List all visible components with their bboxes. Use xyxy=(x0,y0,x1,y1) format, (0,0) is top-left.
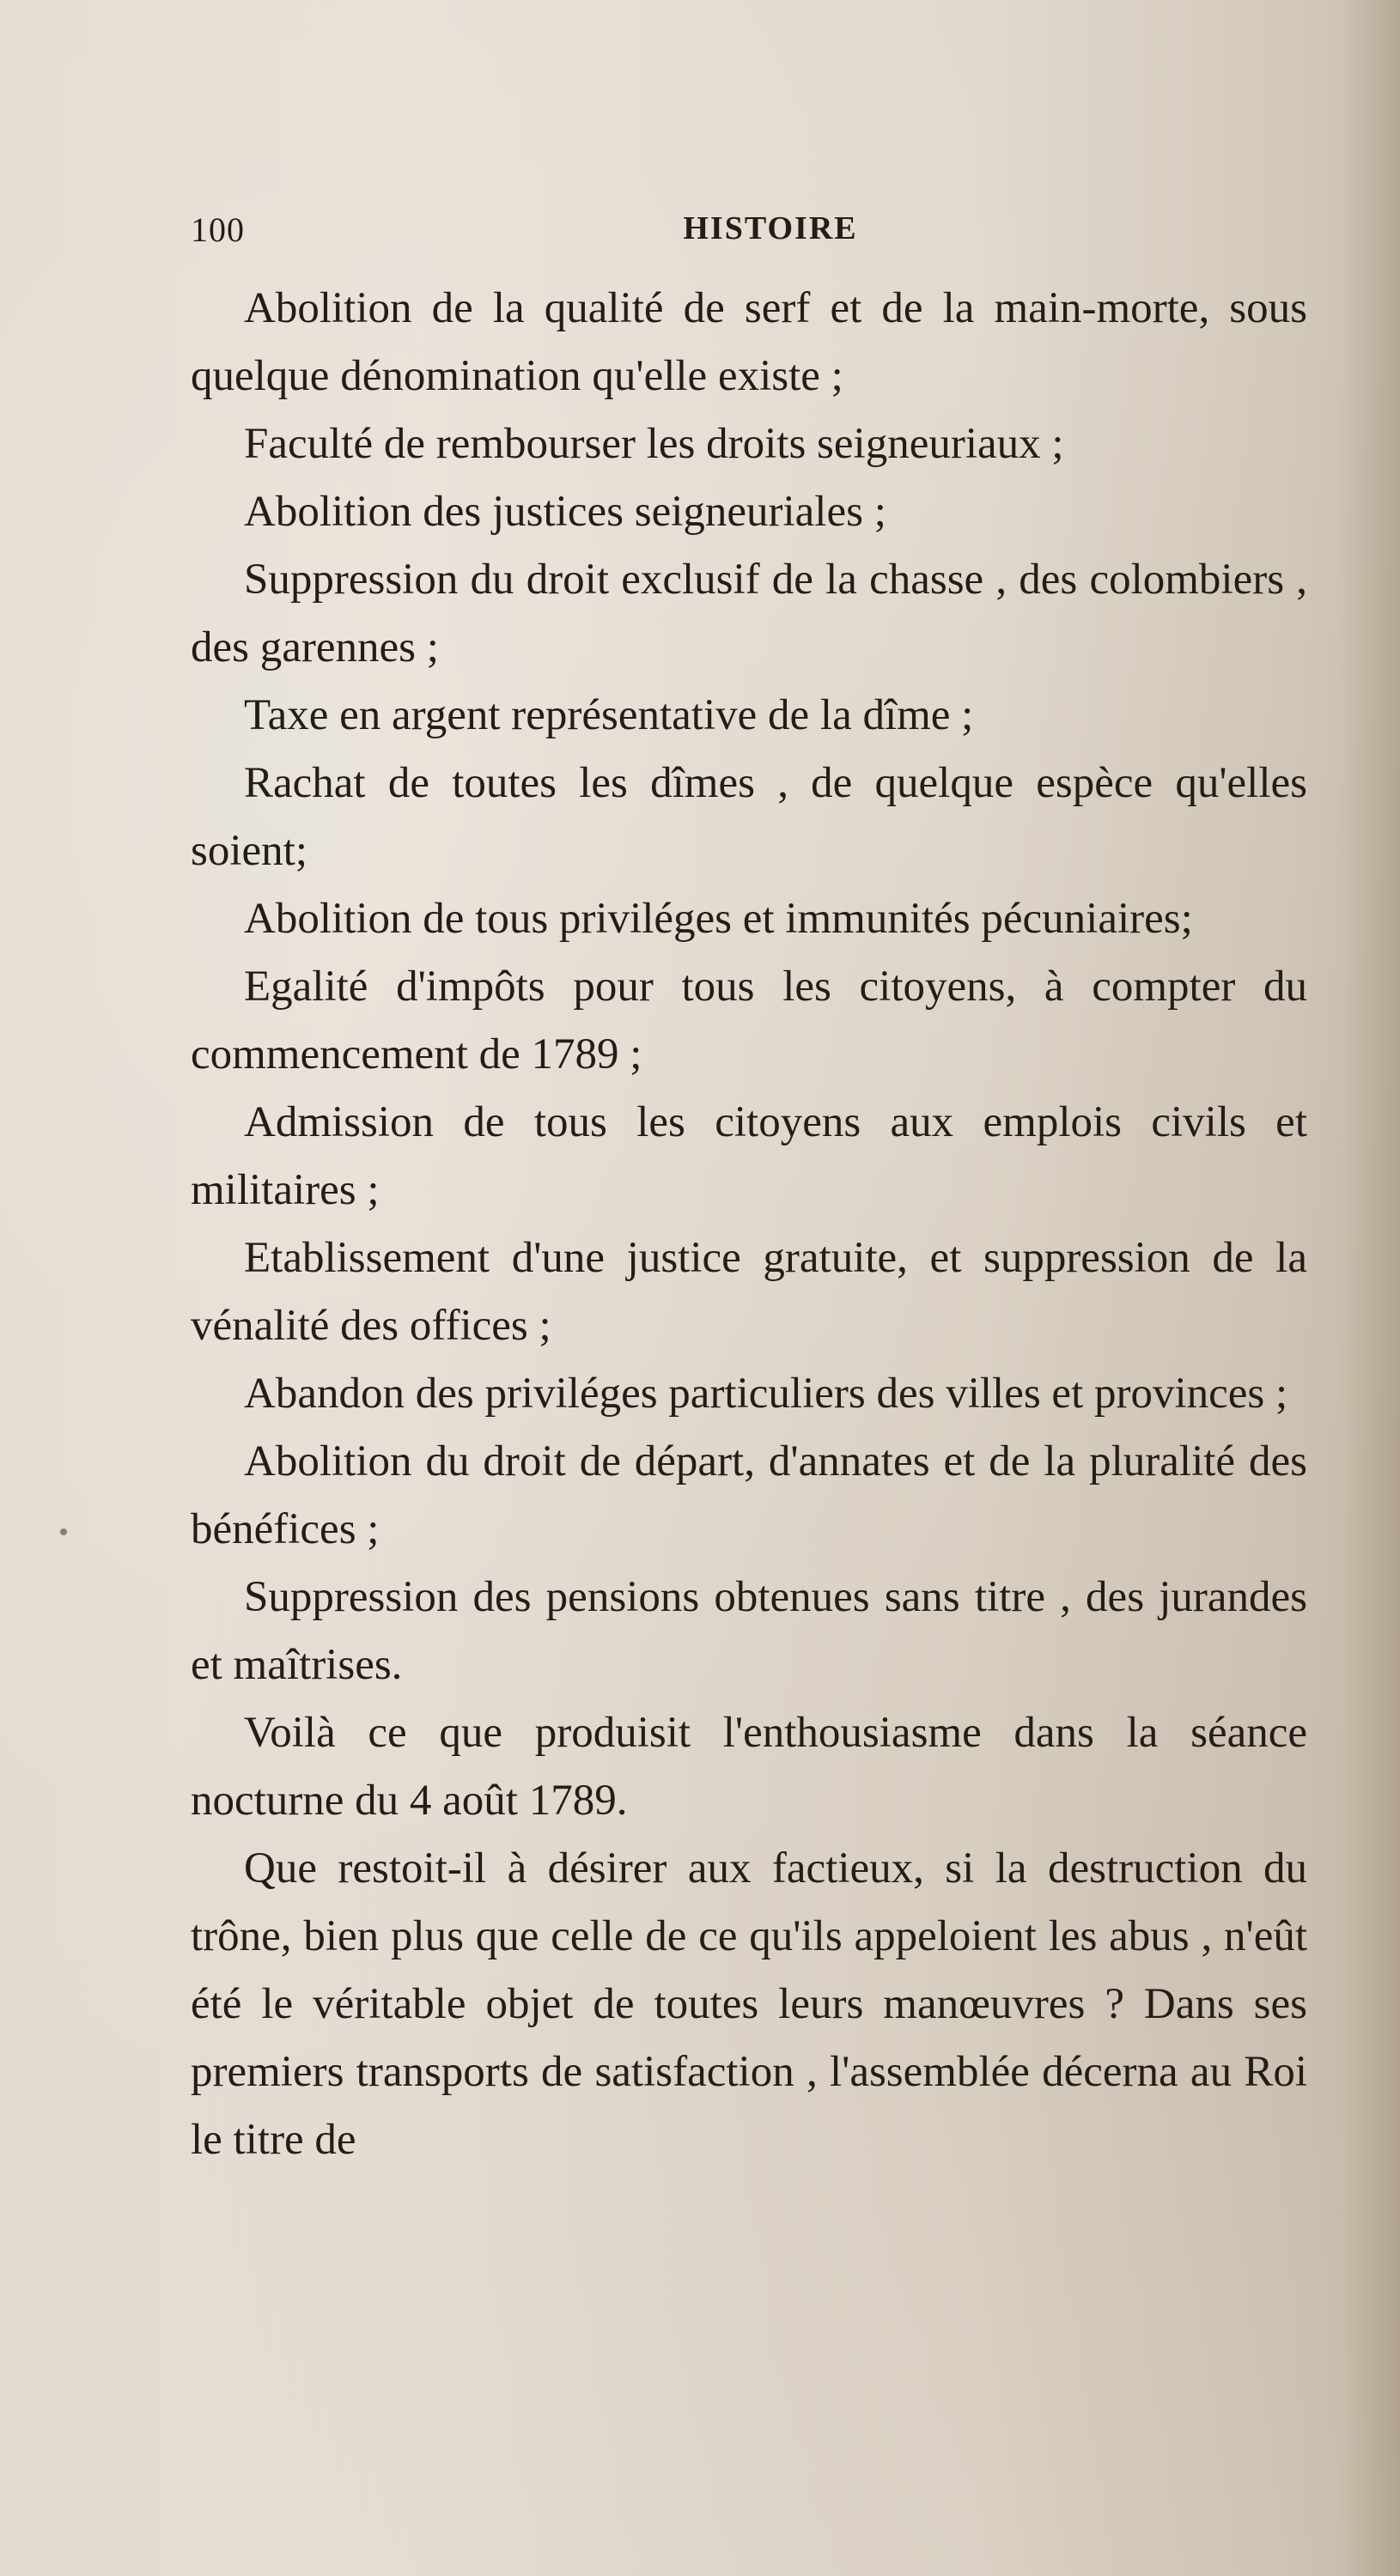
page-edge-shadow xyxy=(1340,0,1400,2576)
paragraph: Taxe en argent représentative de la dîme ; xyxy=(244,691,974,739)
paragraph: Suppression des pensions obtenues sans titre , des jurandes et maîtrises. xyxy=(191,1573,1307,1689)
page-header xyxy=(191,210,1307,261)
paragraph: Abandon des priviléges particuliers des villes et provinces ; xyxy=(244,1370,1288,1418)
paragraph: Abolition de tous priviléges et immunités pécuniaires; xyxy=(244,895,1193,943)
page-number: 100 xyxy=(191,210,245,249)
paragraph: Admission de tous les citoyens aux emplois civils et militaires ; xyxy=(191,1098,1307,1214)
paragraph: Faculté de rembourser les droits seigneuriaux ; xyxy=(244,420,1064,468)
paragraph: Abolition du droit de départ, d'annates et de la pluralité des bénéfices ; xyxy=(191,1437,1307,1553)
running-title: HISTOIRE xyxy=(683,210,858,246)
paragraph: Suppression du droit exclusif de la chasse , des colombiers , des garennes ; xyxy=(191,556,1307,671)
paragraph: Rachat de toutes les dîmes , de quelque espèce qu'elles soient; xyxy=(191,759,1307,875)
ink-spot xyxy=(60,1528,67,1535)
paragraph: Etablissement d'une justice gratuite, et suppression de la vénalité des offices ; xyxy=(191,1234,1307,1350)
paragraph: Abolition de la qualité de serf et de la main-morte, sous quelque dénomination qu'elle existe ; xyxy=(191,284,1307,400)
paragraph: Egalité d'impôts pour tous les citoyens, à compter du commencement de 1789 ; xyxy=(191,963,1307,1078)
paragraph: Voilà ce que produisit l'enthousiasme dans la séance nocturne du 4 août 1789. xyxy=(191,1709,1307,1825)
paragraph: Que restoit-il à désirer aux factieux, si la destruction du trône, bien plus que celle de ce qu'ils appeloient les abus , n'eût été le véritable objet de toutes leurs manœuvres ? Dans ses premiers transports de satisfaction , l'assemblée décerna au Roi le titre de xyxy=(191,1844,1307,2164)
body-text xyxy=(191,275,1307,2174)
paragraph: Abolition des justices seigneuriales ; xyxy=(244,488,886,536)
